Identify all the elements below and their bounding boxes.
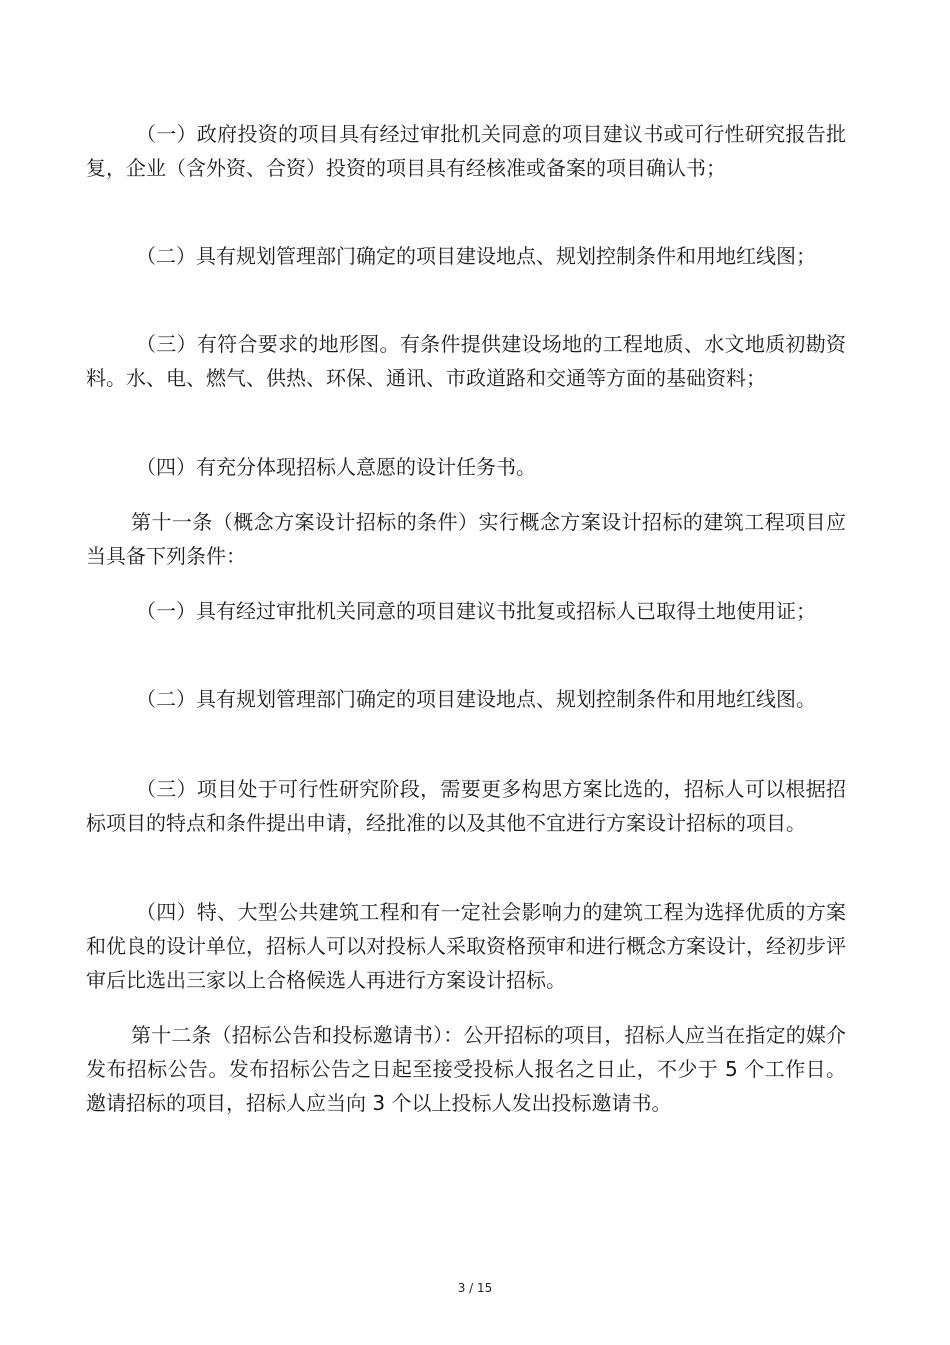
paragraph-2: （二）具有规划管理部门确定的项目建设地点、规划控制条件和用地红线图；: [136, 244, 816, 268]
paragraph-1: （一）政府投资的项目具有经过审批机关同意的项目建议书或可行性研究报告批复，企业（含外资、合资）投资的项目具有经核准或备案的项目确认书；: [86, 122, 846, 180]
article-11-paragraph: 第十一条（概念方案设计招标的条件）实行概念方案设计招标的建筑工程项目应当具备下列条件：: [86, 510, 846, 568]
paragraph-4: （四）有充分体现招标人意愿的设计任务书。: [136, 455, 536, 479]
paragraph-3: （三）有符合要求的地形图。有条件提供建设场地的工程地质、水文地质初勘资料。水、电、燃气、供热、环保、通讯、市政道路和交通等方面的基础资料；: [86, 332, 846, 390]
paragraph-5: （一）具有经过审批机关同意的项目建议书批复或招标人已取得土地使用证；: [136, 599, 816, 623]
paragraph-6: （二）具有规划管理部门确定的项目建设地点、规划控制条件和用地红线图。: [136, 687, 816, 711]
page-number: 3 / 15: [457, 1281, 493, 1295]
paragraph-8: （四）特、大型公共建筑工程和有一定社会影响力的建筑工程为选择优质的方案和优良的设计单位，招标人可以对投标人采取资格预审和进行概念方案设计，经初步评审后比选出三家以上合格候选人再进行方案设计招标。: [86, 900, 846, 992]
paragraph-7: （三）项目处于可行性研究阶段，需要更多构思方案比选的，招标人可以根据招标项目的特点和条件提出申请，经批准的以及其他不宜进行方案设计招标的项目。: [86, 777, 846, 835]
article-12-paragraph: 第十二条（招标公告和投标邀请书）：公开招标的项目，招标人应当在指定的媒介发布招标公告。发布招标公告之日起至接受投标人报名之日止，不少于 5 个工作日。邀请招标的项目，招标人应当向 3 个以上投标人发出投标邀请书。: [86, 1023, 846, 1115]
